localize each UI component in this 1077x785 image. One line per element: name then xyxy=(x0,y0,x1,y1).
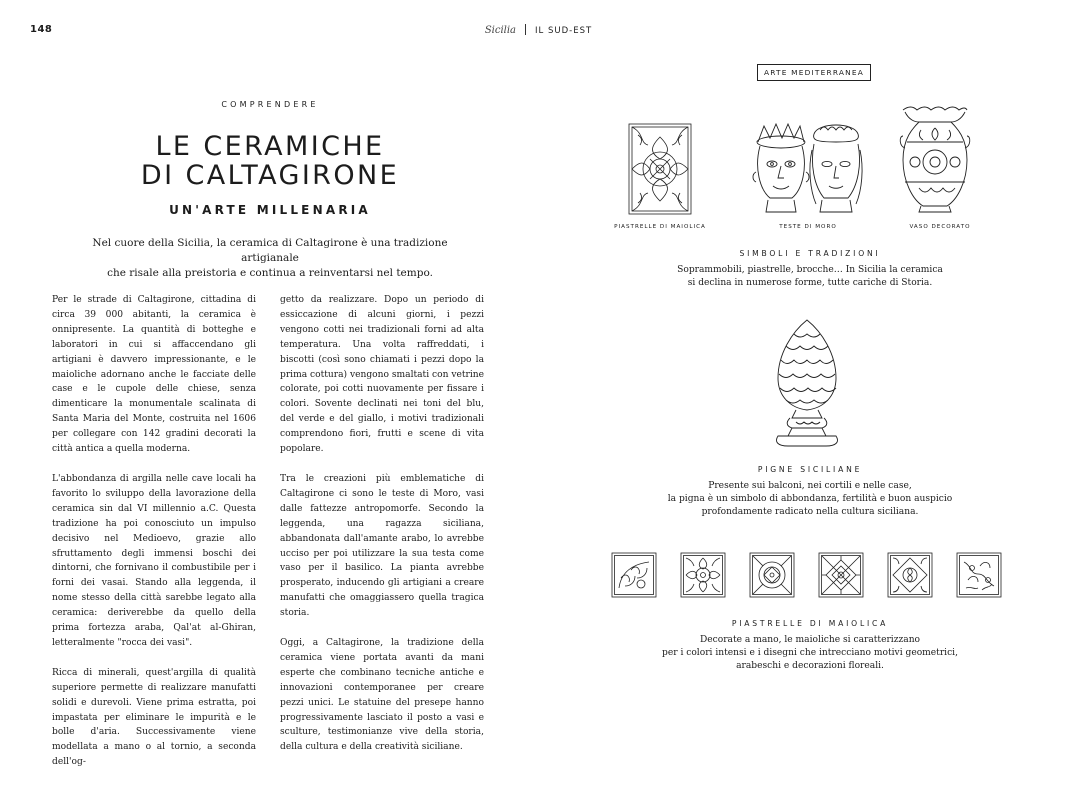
paragraph: Tra le creazioni più emblematiche di Caltagirone ci sono le teste di Moro, vasi dalle fattezze antropomorfe. Secondo la leggenda, una ragazza siciliana, abbandonata dall'amante arabo, lo avrebbe ucciso per poi utilizzare la sua testa come vaso per il basilico. La pianta avrebbe prosperato, inducendo gli artigiani a creare manufatti che omaggiassero quella tragica storia. xyxy=(280,473,484,619)
pigne-line-2: la pigna è un simbolo di abbondanza, fertilità e buon auspicio xyxy=(667,494,953,504)
symbols-line-1: Soprammobili, piastrelle, brocche… In Sicilia la ceramica xyxy=(677,265,943,275)
paragraph: getto da realizzare. Dopo un periodo di essiccazione di alcuni giorni, i pezzi vengono cotti nei tradizionali forni ad alta temperatura. Una volta raffreddati, i biscotti (così sono chiamati i pezzi dopo la prima cottura) vengono smaltati con vetrine colorate, poi cotti nuovamente per fissare i colori. Sovente declinati nei toni del blu, del verde e del giallo, i motivi tradizionali comprendono fiori, frutti e scene di vita popolare. xyxy=(280,295,484,455)
body-column-2 xyxy=(280,293,484,770)
lead-paragraph xyxy=(82,236,458,281)
caption-tile: PIASTRELLE DI MAIOLICA xyxy=(614,224,706,230)
paragraph: L'abbondanza di argilla nelle cave locali ha favorito lo sviluppo della lavorazione della ceramica sin dal VI millennio a.C. Questa tradizione ha poi conosciuto un impulso decisivo nel Medioevo, grazie allo sfruttamento degli immensi boschi dei dintorni, che fornivano il combustibile per i forni dei vasai. Stando alla leggenda, il nome stesso della città sarebbe legato alla ceramica: deriverebbe da quello della prima fortezza araba, Qal'at al-Ghiran, letteralmente "rocca dei vasi". xyxy=(52,473,256,648)
tile-4-illustration xyxy=(818,552,864,598)
tile-1-illustration xyxy=(611,552,657,598)
title-line-2: DI CALTAGIRONE xyxy=(140,160,400,191)
article-subtitle: UN'ARTE MILLENARIA xyxy=(169,203,371,217)
tiles-line-1: Decorate a mano, le maioliche si caratterizzano xyxy=(699,635,921,645)
page-number: 148 xyxy=(30,24,53,35)
symbols-line-2: si declina in numerose forme, tutte cariche di Storia. xyxy=(687,278,933,288)
kicker: COMPRENDERE xyxy=(221,100,319,109)
tiles-text xyxy=(620,634,1000,673)
pine-cone-illustration xyxy=(768,318,846,448)
tiles-heading: PIASTRELLE DI MAIOLICA xyxy=(731,619,889,628)
tile-2-illustration xyxy=(680,552,726,598)
majolica-tile-illustration xyxy=(628,123,692,215)
section-title: IL SUD-EST xyxy=(535,26,593,36)
book-title: Sicilia xyxy=(484,25,517,36)
tile-3-illustration xyxy=(749,552,795,598)
decorated-vase-illustration xyxy=(899,102,971,214)
paragraph: Oggi, a Caltagirone, la tradizione della ceramica viene portata avanti da mani esperte che combinano tecniche antiche e innovazioni contemporanee per creare pezzi unici. Le statuine del presepe hanno progressivamente lasciato il posto a vasi e sculture, testimonianze vive della storia, della cultura e della creatività siciliane. xyxy=(280,638,484,753)
tiles-line-2: per i colori intensi e i disegni che intrecciano motivi geometrici, xyxy=(662,648,958,658)
running-head xyxy=(0,24,1077,36)
article-title xyxy=(100,132,440,190)
header-divider xyxy=(525,24,526,35)
pigne-text xyxy=(620,480,1000,519)
lead-line-2: che risale alla preistoria e continua a reinventarsi nel tempo. xyxy=(107,267,433,279)
section-badge: ARTE MEDITERRANEA xyxy=(757,64,871,81)
pigne-line-1: Presente sui balconi, nei cortili e nelle case, xyxy=(708,481,912,491)
symbols-text xyxy=(620,264,1000,290)
caption-vase: VASO DECORATO xyxy=(909,224,971,230)
caption-heads: TESTE DI MORO xyxy=(779,224,837,230)
moor-heads-illustration xyxy=(752,120,864,214)
title-line-1: LE CERAMICHE xyxy=(155,131,385,162)
tile-6-illustration xyxy=(956,552,1002,598)
pigne-heading: PIGNE SICILIANE xyxy=(757,465,863,474)
paragraph: Ricca di minerali, quest'argilla di qualità superiore permette di realizzare manufatti solidi e durevoli. Viene prima estratta, poi impastata per eliminare le impurità e le bolle d'aria. Successivamente viene modellata a mano o al tornio, a seconda dell'og- xyxy=(52,667,256,768)
pigne-line-3: profondamente radicato nella cultura siciliana. xyxy=(701,507,919,517)
tile-5-illustration xyxy=(887,552,933,598)
lead-line-1: Nel cuore della Sicilia, la ceramica di Caltagirone è una tradizione artigianale xyxy=(92,237,448,264)
paragraph: Per le strade di Caltagirone, cittadina di circa 39 000 abitanti, la ceramica è onnipresente. La quantità di botteghe e laboratori in cui si affaccendano gli artigiani è davvero impressionante, e le maioliche adornano anche le facciate delle case e le cupole delle chiese, senza dimenticare la monumentale scalinata di Santa Maria del Monte, costruita nel 1606 per collegare con 142 gradini decorati la città antica a quella moderna. xyxy=(52,295,256,455)
body-column-1 xyxy=(52,293,256,785)
symbols-heading: SIMBOLI E TRADIZIONI xyxy=(739,249,881,258)
tiles-line-3: arabeschi e decorazioni floreali. xyxy=(736,661,884,671)
